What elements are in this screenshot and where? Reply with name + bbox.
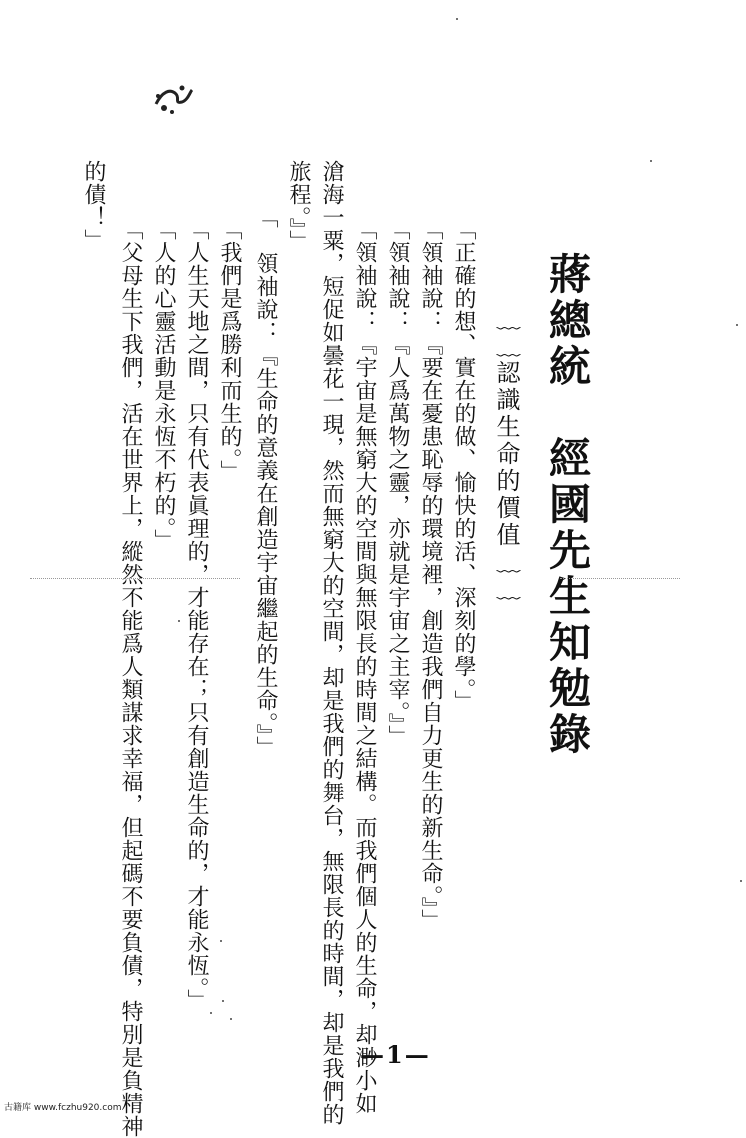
quote-4-line-3: 旅程。』」 — [286, 160, 311, 253]
quote-7: 「人生天地之間，只有代表眞理的，才能存在；只有創造生命的，才能永恆。」 — [184, 218, 209, 1012]
page-subtitle: ﹏﹏認識生命的價值﹏﹏ — [492, 306, 520, 603]
scan-speck — [220, 940, 222, 942]
page-number: —1— — [360, 1040, 431, 1069]
quote-9-line-2: 的債！」 — [81, 160, 106, 252]
scan-speck — [230, 1018, 232, 1020]
scan-artifact-line — [30, 578, 240, 579]
scan-speck — [210, 1012, 212, 1014]
scan-speck — [456, 18, 458, 20]
scan-speck — [650, 160, 652, 162]
quote-9-line-1: 「父母生下我們，活在世界上，縱然不能爲人類謀求幸福，但起碼不要負債，特別是負精神 — [118, 218, 143, 1138]
quote-8: 「人的心靈活動是永恆不朽的。」 — [151, 218, 176, 552]
scan-artifact-line — [560, 578, 680, 579]
quote-4-line-1: 「領袖說：『宇宙是無窮大的空間與無限長的時間之結構。而我們個人的生命，却渺小如 — [352, 218, 377, 1115]
scan-speck — [222, 1000, 224, 1002]
quote-3: 「領袖說：『人爲萬物之靈，亦就是宇宙之主宰。』」 — [385, 218, 410, 748]
scan-speck — [178, 620, 180, 622]
scan-speck — [736, 324, 738, 326]
quote-2: 「領袖說：『要在憂患恥辱的環境裡，創造我們自力更生的新生命。』」 — [418, 218, 443, 932]
quote-5: 「 領袖說：『生命的意義在創造宇宙繼起的生命。』」 — [253, 206, 278, 759]
site-watermark: 古籍库 www.fczhu920.com — [4, 1103, 122, 1113]
ink-ornament-icon — [152, 82, 196, 118]
quote-6: 「我們是爲勝利而生的。」 — [217, 218, 242, 483]
quote-4-line-2: 滄海一粟，短促如曇花一現，然而無窮大的空間，却是我們的舞台，無限長的時間，却是我們的 — [319, 160, 344, 1126]
quote-1: 「正確的想、實在的做、愉快的活、深刻的學。」 — [451, 218, 476, 713]
page-title: 蔣總統 經國先生知勉錄 — [543, 252, 592, 758]
scan-speck — [740, 880, 742, 882]
